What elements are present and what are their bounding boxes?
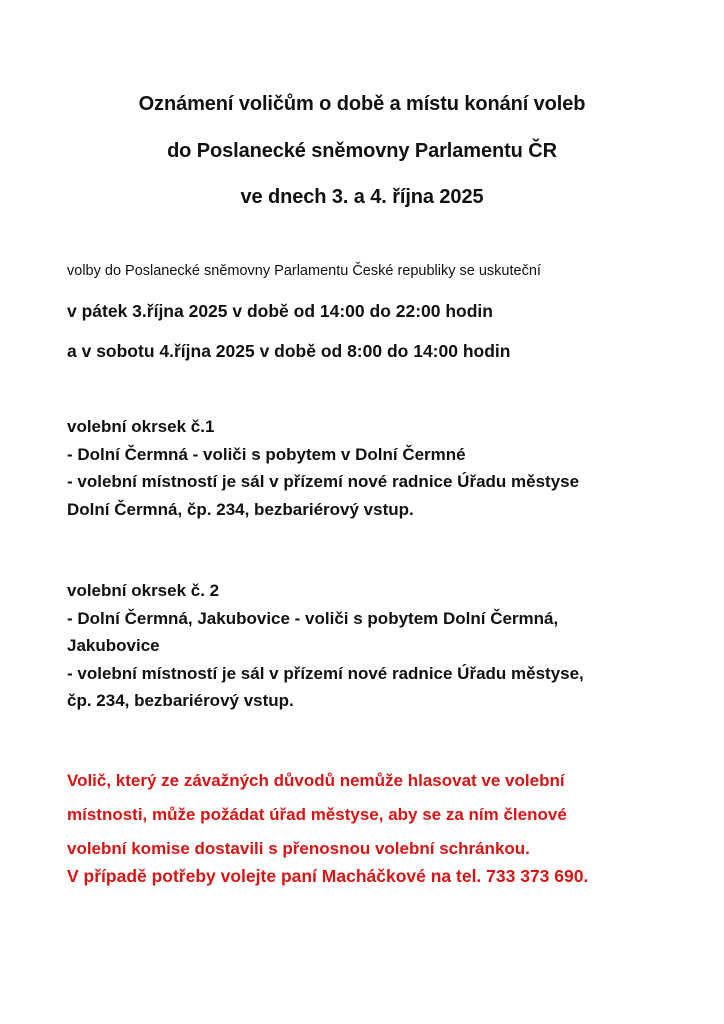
notice-line: místnosti, může požádat úřad městyse, aby se za ním členové — [67, 805, 567, 824]
district-2 — [67, 577, 687, 715]
district-2-line: - volební místností je sál v přízemí nové radnice Úřadu městyse, — [67, 663, 584, 683]
district-2-heading: volební okrsek č. 2 — [67, 581, 220, 600]
district-1-line: Dolní Čermná, čp. 234, bezbariérový vstup. — [67, 499, 414, 519]
district-2-line: čp. 234, bezbariérový vstup. — [67, 691, 294, 710]
notice-line: Volič, který ze závažných důvodů nemůže hlasovat ve volební — [67, 771, 565, 790]
title-line-3: ve dnech 3. a 4. října 2025 — [240, 186, 484, 208]
district-2-line: - Dolní Čermná, Jakubovice - voliči s pobytem Dolní Čermná, — [67, 608, 559, 628]
district-1-line: - volební místností je sál v přízemí nové radnice Úřadu městyse — [67, 472, 580, 491]
date-friday: v pátek 3.října 2025 v době od 14:00 do 22:00 hodin — [67, 301, 493, 321]
mobile-ballot-notice — [67, 764, 567, 866]
contact-phone-notice: V případě potřeby volejte paní Macháčkové na tel. 733 373 690. — [67, 866, 589, 886]
district-1 — [67, 413, 687, 523]
district-1-heading: volební okrsek č.1 — [67, 417, 215, 436]
district-1-line: - Dolní Čermná - voliči s pobytem v Dolní Čermné — [67, 444, 466, 464]
title-line-1: Oznámení voličům o době a místu konání voleb — [138, 93, 586, 115]
district-2-line: Jakubovice — [67, 636, 160, 655]
title-line-2: do Poslanecké sněmovny Parlamentu ČR — [167, 140, 557, 162]
date-saturday: a v sobotu 4.října 2025 v době od 8:00 do 14:00 hodin — [67, 341, 511, 361]
intro-text: volby do Poslanecké sněmovny Parlamentu České republiky se uskuteční — [67, 263, 541, 279]
notice-line: volební komise dostavili s přenosnou volební schránkou. — [67, 839, 530, 858]
